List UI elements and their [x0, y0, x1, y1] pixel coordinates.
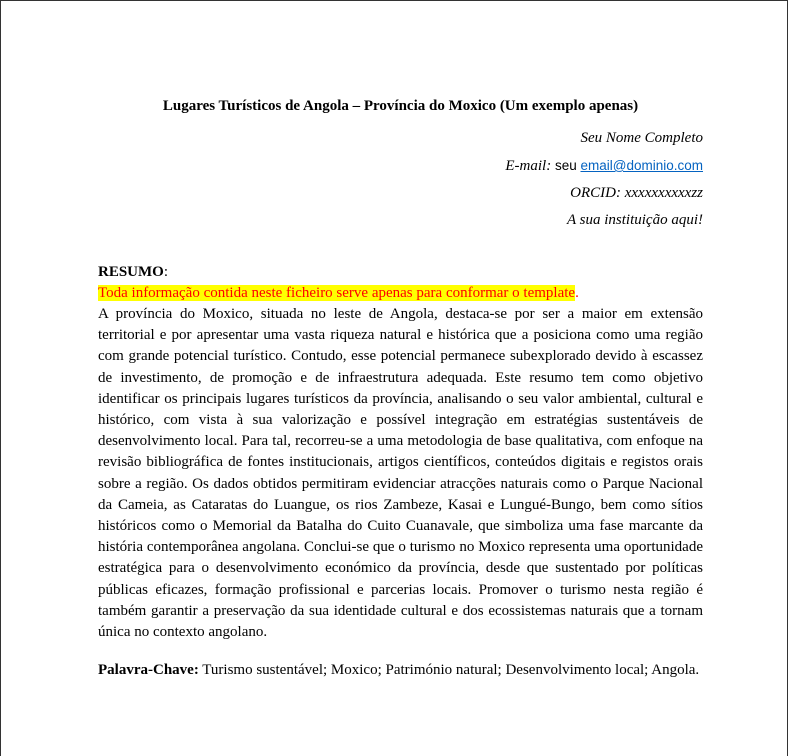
document-content	[98, 97, 703, 681]
abstract-heading-colon: :	[163, 264, 169, 280]
author-email-line	[98, 152, 703, 180]
keywords-line	[98, 660, 703, 681]
author-name: Seu Nome Completo	[580, 130, 703, 146]
keywords-text: Turismo sustentável; Moxico; Património natural; Desenvolvimento local; Angola.	[198, 662, 700, 679]
keywords-label: Palavra-Chave:	[98, 662, 199, 679]
email-prefix: seu	[554, 158, 577, 173]
template-notice	[98, 283, 703, 304]
abstract-body: A província do Moxico, situada no leste de Angola, destaca-se por ser a maior em extensão territorial e por apresentar uma vasta riqueza natural e histórica que a posiciona como uma região com grande potencial turístico. Contudo, esse potencial permanece subexplorado devido à escassez de investimento, de promoção e de infraestrutura adequada. Este resumo tem como objetivo identificar os principais lugares turísticos da província, analisando o seu valor ambiental, cultural e histórico, com vista à sua valorização e possível integração em estratégias sustentáveis de desenvolvimento local. Para tal, recorreu-se a uma metodologia de base qualitativa, com enfoque na revisão bibliográfica de fontes institucionais, artigos científicos, conteúdos digitais e registos orais sobre a região. Os dados obtidos permitiram evidenciar atracções naturais como o Parque Nacional da Cameia, as Cataratas do Luangue, os rios Zambeze, Kasai e Lungué-Bungo, bem como sítios históricos como o Memorial da Batalha do Cuito Cuanavale, que simboliza uma fase marcante da história contemporânea angolana. Conclui-se que o turismo no Moxico representa uma oportunidade estratégica para o desenvolvimento económico da província, desde que sustentado por políticas públicas eficazes, formação profissional e parcerias locais. Promover o turismo nesta região é também garantir a preservação da sua identidade cultural e dos ecossistemas naturais que a tornam única no contexto angolano.	[98, 306, 703, 641]
email-label: E-mail:	[505, 158, 552, 174]
author-block	[98, 125, 703, 234]
template-notice-period: .	[575, 285, 579, 301]
abstract-heading-label: RESUMO	[98, 264, 164, 280]
email-link[interactable]: email@dominio.com	[580, 158, 703, 173]
document-title: Lugares Turísticos de Angola – Província do Moxico (Um exemplo apenas)	[162, 98, 639, 114]
template-notice-highlight: Toda informação contida neste ficheiro serve apenas para conformar o template	[98, 285, 576, 301]
author-orcid: ORCID: xxxxxxxxxxzz	[570, 185, 703, 201]
author-institution: A sua instituição aqui!	[567, 212, 703, 228]
abstract-heading	[98, 262, 703, 283]
